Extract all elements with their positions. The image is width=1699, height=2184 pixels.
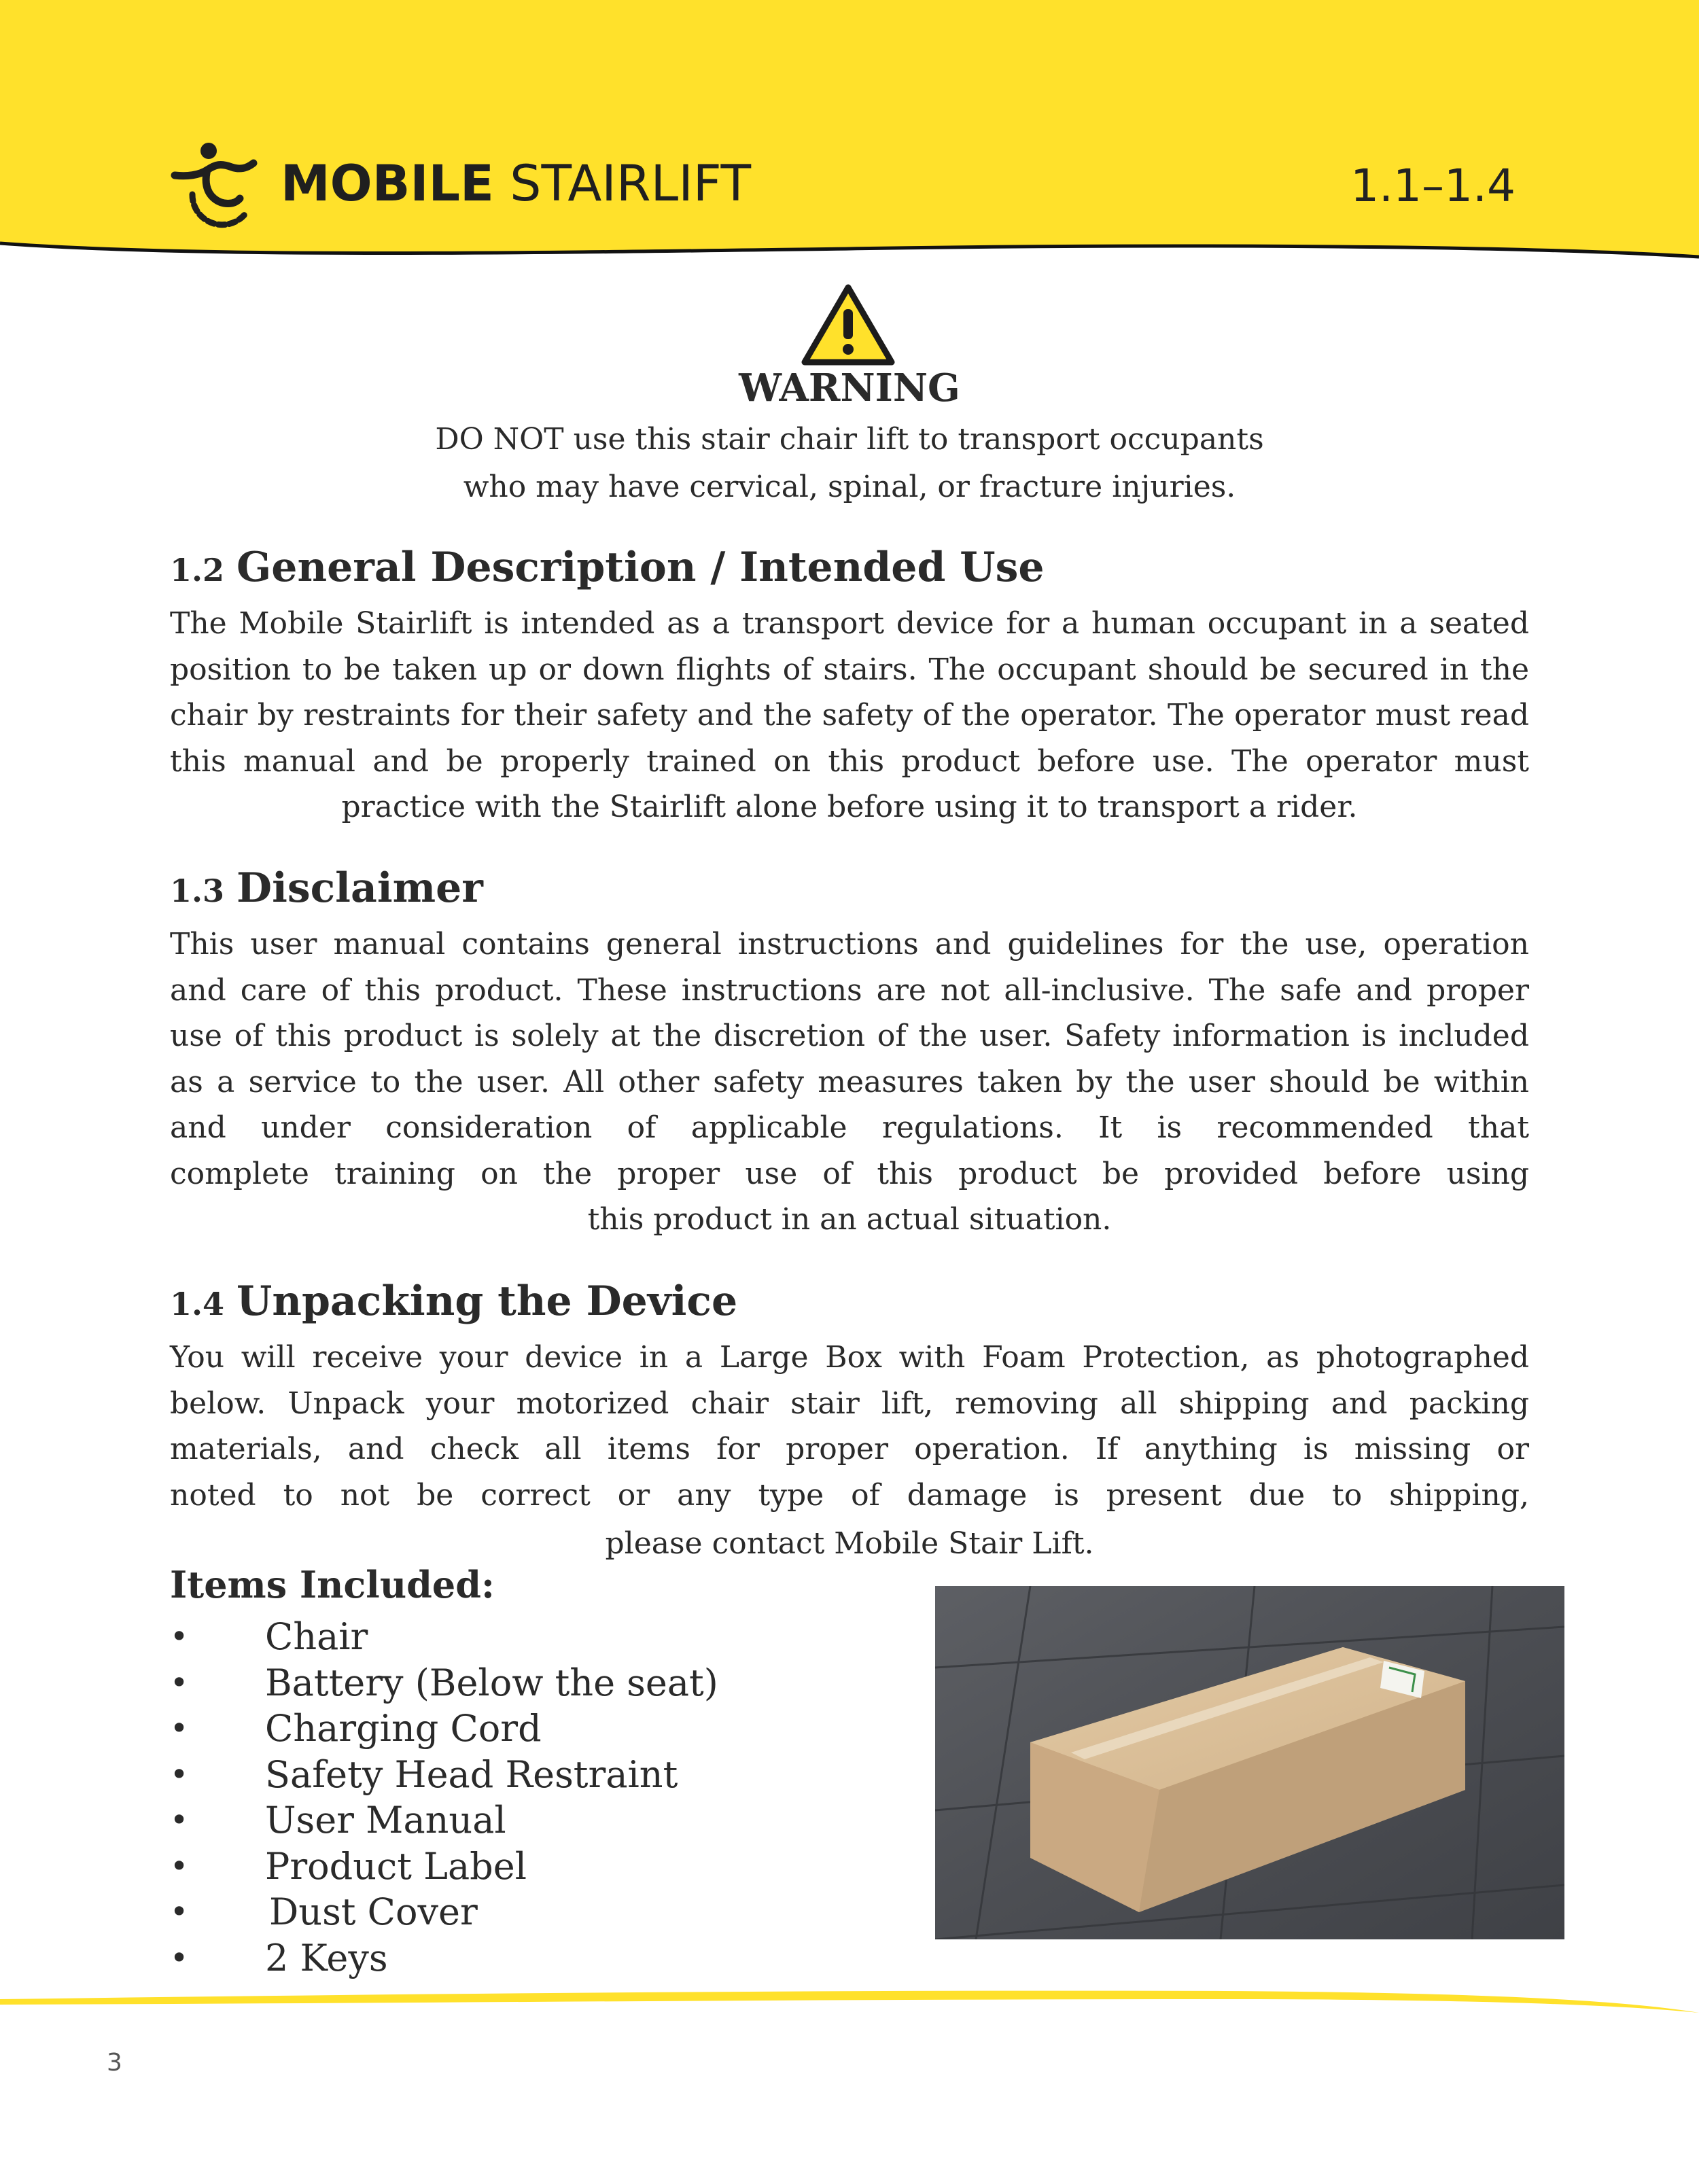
- paragraph-line: and care of this product. These instructions are not all-inclusive. The safe and proper: [170, 972, 1529, 1008]
- bullet: •: [170, 1755, 189, 1793]
- section-number: 1.3: [170, 873, 225, 909]
- paragraph-line: this manual and be properly trained on this product before use. The operator must: [170, 743, 1529, 779]
- stairlift-person-icon: [167, 136, 262, 231]
- bullet: •: [170, 1710, 189, 1746]
- disclaimer-text: [170, 921, 1529, 1243]
- bullet: •: [170, 1663, 189, 1701]
- warning-text: [0, 416, 1699, 511]
- section-title: General Description / Intended Use: [237, 544, 1045, 591]
- paragraph-line: You will receive your device in a Large Box with Foam Protection, as photographed: [170, 1340, 1529, 1375]
- section-title: Disclaimer: [237, 864, 483, 912]
- section-range: 1.1–1.4: [1350, 160, 1516, 212]
- paragraph-line: The Mobile Stairlift is intended as a transport device for a human occupant in a seated: [170, 606, 1529, 641]
- paragraph-line: chair by restraints for their safety and the safety of the operator. The operator must read: [170, 698, 1529, 733]
- paragraph-line: as a service to the user. All other safety measures taken by the user should be within: [170, 1064, 1529, 1099]
- list-item-label: Battery (Below the seat): [265, 1661, 718, 1704]
- paragraph-line: please contact Mobile Stair Lift.: [605, 1526, 1094, 1561]
- list-item-label: Charging Cord: [265, 1707, 542, 1750]
- section-number: 1.2: [170, 552, 225, 588]
- paragraph-line: use of this product is solely at the discretion of the user. Safety information is included: [170, 1019, 1529, 1053]
- warning-line: who may have cervical, spinal, or fracture injuries.: [463, 470, 1236, 504]
- warning-title: WARNING: [739, 366, 960, 410]
- brand-name-regular: STAIRLIFT: [510, 154, 752, 213]
- page-number: 3: [107, 2049, 122, 2077]
- bullet: •: [170, 1618, 189, 1655]
- list-item-label: Chair: [265, 1615, 368, 1658]
- unpacking-text: [170, 1335, 1529, 1567]
- bullet: •: [170, 1801, 189, 1838]
- bullet: •: [170, 1939, 189, 1976]
- paragraph-line: materials, and check all items for proper operation. If anything is missing or: [170, 1432, 1529, 1466]
- general-description-text: [170, 601, 1529, 830]
- bullet: •: [170, 1847, 189, 1884]
- list-item-label: User Manual: [265, 1799, 506, 1842]
- list-item-label: Dust Cover: [269, 1890, 478, 1933]
- items-included-heading: Items Included:: [170, 1563, 495, 1606]
- paragraph-line: This user manual contains general instructions and guidelines for the use, operation: [170, 927, 1529, 962]
- paragraph-line: position to be taken up or down flights of stairs. The occupant should be secured in the: [170, 652, 1529, 687]
- brand-name-bold: MOBILE: [281, 154, 494, 213]
- section-heading-disclaimer: [170, 864, 483, 912]
- paragraph-line: complete training on the proper use of this product be provided before using: [170, 1156, 1529, 1191]
- paragraph-line: and under consideration of applicable regulations. It is recommended that: [170, 1110, 1529, 1145]
- section-heading-unpacking: [170, 1278, 737, 1325]
- paragraph-line: below. Unpack your motorized chair stair lift, removing all shipping and packing: [170, 1386, 1529, 1421]
- brand-name: [281, 155, 751, 213]
- paragraph-line: this product in an actual situation.: [587, 1202, 1112, 1237]
- list-item-label: Product Label: [265, 1844, 527, 1888]
- paragraph-line: practice with the Stairlift alone before using it to transport a rider.: [341, 790, 1358, 824]
- brand-logo: [167, 133, 751, 234]
- warning-triangle-icon: [801, 282, 896, 367]
- footer-swoosh: [0, 1984, 1699, 2025]
- warning-line: DO NOT use this stair chair lift to transport occupants: [435, 422, 1264, 457]
- bullet: •: [170, 1893, 189, 1930]
- section-title: Unpacking the Device: [237, 1278, 738, 1325]
- list-item-label: Safety Head Restraint: [265, 1753, 678, 1796]
- packed-box-photo: [935, 1586, 1564, 1939]
- list-item-label: 2 Keys: [265, 1936, 388, 1979]
- section-number: 1.4: [170, 1286, 225, 1322]
- section-heading-general-description: [170, 544, 1045, 591]
- paragraph-line: noted to not be correct or any type of damage is present due to shipping,: [170, 1477, 1529, 1513]
